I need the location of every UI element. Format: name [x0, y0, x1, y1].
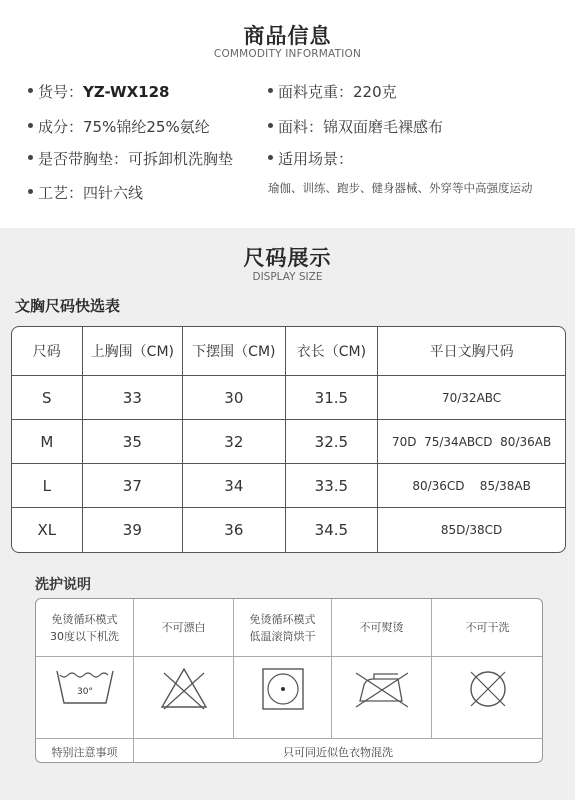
table-cell: 80/36CD 85/38AB: [378, 464, 565, 508]
care-label: 免烫循环模式 30度以下机洗: [36, 599, 133, 657]
bullet-icon: [28, 123, 33, 128]
table-cell: 70/32ABC: [378, 376, 565, 420]
header-upper-chest: 上胸围（CM): [83, 327, 184, 376]
table-cell: 31.5: [286, 376, 379, 420]
care-item-bleach: [134, 599, 234, 738]
care-instructions-box: [35, 598, 543, 763]
care-label: 不可漂白: [134, 599, 233, 657]
table-cell: 35: [83, 420, 184, 464]
bullet-icon: [268, 88, 273, 93]
info-subtitle: COMMODITY INFORMATION: [213, 48, 362, 60]
header-size: 尺码: [12, 327, 83, 376]
table-row: [12, 508, 565, 552]
care-item-iron: [332, 599, 432, 738]
table-cell: 34.5: [286, 508, 379, 552]
commodity-info-section: [0, 0, 575, 228]
tumble-dry-low-icon: [258, 665, 308, 717]
no-iron-icon: [350, 665, 414, 717]
bullet-icon: [28, 88, 33, 93]
no-bleach-icon: [156, 665, 212, 717]
table-row: [12, 376, 565, 420]
care-footer: [36, 738, 542, 763]
table-cell: 33: [83, 376, 184, 420]
care-label: 免烫循环模式 低温滚筒烘干: [234, 599, 331, 657]
no-dry-clean-icon: [462, 665, 514, 717]
table-cell: 32: [183, 420, 286, 464]
field-fabric-weight: 面料克重：220克: [268, 81, 397, 102]
table-cell: XL: [12, 508, 83, 552]
field-scene: 适用场景：: [268, 148, 353, 169]
table-cell: 30: [183, 376, 286, 420]
table-cell: 34: [183, 464, 286, 508]
table-cell: S: [12, 376, 83, 420]
field-item-number: 货号：YZ-WX128: [28, 81, 169, 102]
size-subtitle: DISPLAY SIZE: [252, 271, 323, 283]
bullet-icon: [28, 155, 33, 160]
table-cell: 32.5: [286, 420, 379, 464]
bullet-icon: [268, 155, 273, 160]
wash-30-icon: [54, 665, 116, 719]
table-row: [12, 464, 565, 508]
wash-temperature: 30°: [76, 687, 93, 697]
care-footer-value: 只可同近似色衣物混洗: [283, 745, 393, 759]
bullet-icon: [28, 189, 33, 194]
header-bra-size: 平日文胸尺码: [378, 327, 565, 376]
size-section: [0, 228, 575, 800]
table-cell: L: [12, 464, 83, 508]
care-label: 不可熨烫: [332, 599, 431, 657]
table-cell: 33.5: [286, 464, 379, 508]
scene-value: 瑜伽、训练、跑步、健身器械、外穿等中高强度运动: [268, 181, 533, 195]
table-cell: 70D 75/34ABCD 80/36AB: [378, 420, 565, 464]
table-row: [12, 420, 565, 464]
table-cell: 85D/38CD: [440, 523, 503, 537]
header-length: 衣长（CM): [286, 327, 379, 376]
field-composition: 成分：75%锦纶25%氨纶: [28, 116, 210, 137]
quick-size-table-title: 文胸尺码快选表: [15, 297, 121, 315]
care-item-dry: [234, 599, 332, 738]
table-header-row: [12, 327, 565, 376]
bullet-icon: [268, 123, 273, 128]
care-label: 不可干洗: [432, 599, 543, 657]
care-title: 洗护说明: [35, 577, 91, 593]
field-chest-pad: 是否带胸垫：可拆卸机洗胸垫: [28, 148, 233, 169]
size-table: [11, 326, 566, 553]
size-title: 尺码展示: [243, 246, 332, 270]
care-footer-label: 特别注意事项: [36, 739, 134, 763]
header-hem: 下摆围（CM): [183, 327, 286, 376]
table-cell: 36: [183, 508, 286, 552]
table-cell: M: [12, 420, 83, 464]
table-cell: 39: [83, 508, 184, 552]
field-craft: 工艺：四针六线: [28, 182, 143, 203]
table-cell: 37: [83, 464, 184, 508]
care-item-dry-clean: [432, 599, 543, 738]
field-fabric: 面料：锦双面磨毛裸感布: [268, 116, 443, 137]
info-title: 商品信息: [243, 24, 332, 48]
care-item-wash: [36, 599, 134, 738]
